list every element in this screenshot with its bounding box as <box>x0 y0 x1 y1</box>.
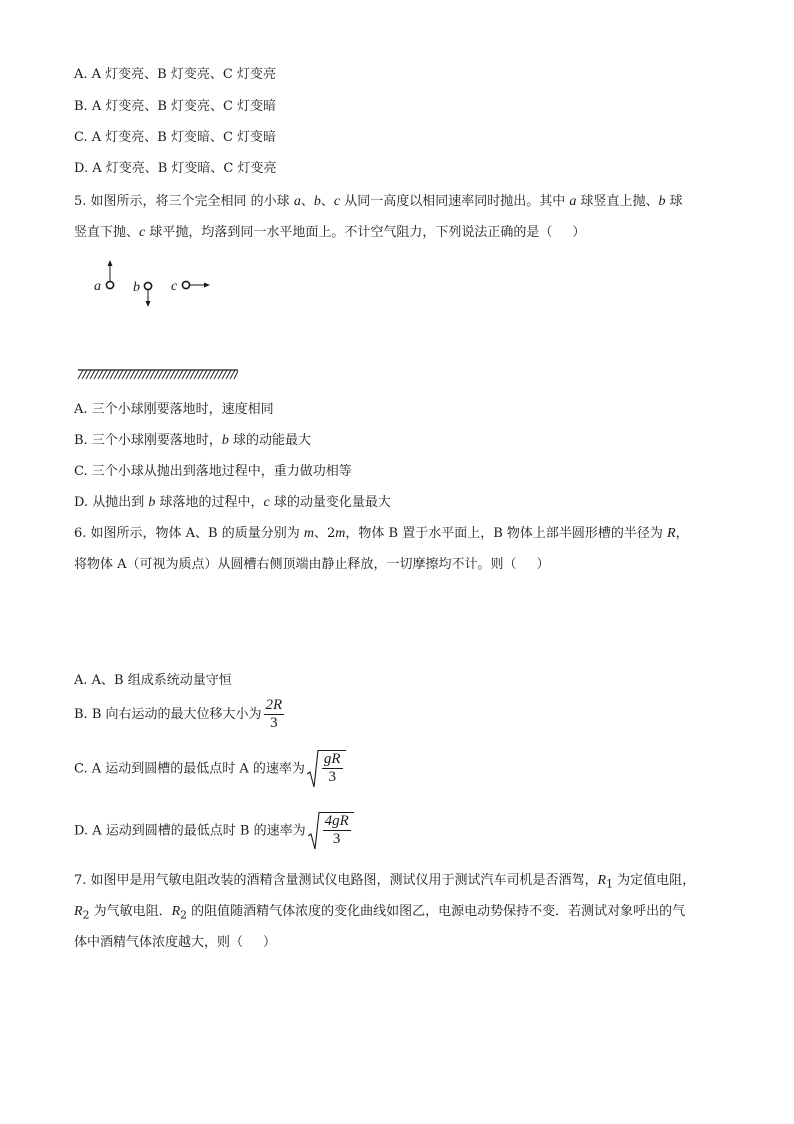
q5-option-a: A. 三个小球刚要落地时，速度相同 <box>74 402 274 417</box>
q6-option-d-sqrt: $\frac{4gR}{3}$ <box>308 812 354 850</box>
q6-stem-line1: 6. 如图所示，物体 A、B 的质量分别为 m、2m，物体 B 置于水平面上，B 物体上部半圆形槽的半径为 R， <box>74 526 689 541</box>
ball-b-label: b <box>133 280 140 295</box>
q6-option-c-sqrt: $\frac{gR}{3}$ <box>307 750 346 788</box>
radical-sign-icon <box>308 812 320 850</box>
q5-option-b: B. 三个小球刚要落地时，b 球的动能最大 <box>74 433 311 448</box>
q5-stem-line2: 竖直下抛、c 球平抛，均落到同一水平地面上。不计空气阻力，下列说法正确的是（ ） <box>74 225 586 240</box>
q6-option-b-fraction: $\frac{2R}{3}$ <box>265 697 283 731</box>
ball-a <box>106 281 113 288</box>
q4-option-a: A. A 灯变亮、B 灯变亮、C 灯变亮 <box>74 67 276 82</box>
q6-option-a: A. A、B 组成系统动量守恒 <box>74 673 232 688</box>
q6-option-d: D. A 运动到圆槽的最低点时 B 的速率为 $\frac{4gR}{3}$ <box>74 812 354 850</box>
ball-b <box>144 282 151 289</box>
q7-stem-line2: $R_2$ 为气敏电阻．$R_2$ 的阻值随酒精气体浓度的变化曲线如图乙，电源电动势保持不变．若测试对象呼出的气 <box>74 904 686 922</box>
radical-sign-icon <box>307 750 319 788</box>
q4-option-c: C. A 灯变亮、B 灯变暗、C 灯变暗 <box>74 130 277 145</box>
q4-option-d: D. A 灯变亮、B 灯变暗、C 灯变亮 <box>74 161 277 176</box>
q7-stem-line1: 7. 如图甲是用气敏电阻改装的酒精含量测试仪电路图，测试仪用于测试汽车司机是否酒驾，$R_1$ 为定值电阻， <box>74 873 696 891</box>
ball-c <box>182 281 189 288</box>
ground-hatching <box>78 370 238 379</box>
q7-stem-line3: 体中酒精气体浓度越大，则（ ） <box>74 935 277 950</box>
ball-a-label: a <box>94 279 101 294</box>
q6-stem-line2: 将物体 A（可视为质点）从圆槽右侧顶端由静止释放，一切摩擦均不计。则（ ） <box>74 557 550 572</box>
q5-option-c: C. 三个小球从抛出到落地过程中，重力做功相等 <box>74 464 352 479</box>
q5-figure <box>70 252 250 386</box>
q5-stem-line1: 5. 如图所示，将三个完全相同 的小球 a、b、c 从同一高度以相同速率同时抛出。其中 a 球竖直上抛、b 球 <box>74 194 683 209</box>
ball-c-arrowhead <box>204 283 210 288</box>
q5-balls-diagram <box>70 252 250 382</box>
q4-option-b: B. A 灯变亮、B 灯变亮、C 灯变暗 <box>74 99 277 114</box>
q5-option-d: D. 从抛出到 b 球落地的过程中，c 球的动量变化量最大 <box>74 495 391 510</box>
ball-c-label: c <box>171 279 178 294</box>
ball-a-arrowhead <box>108 260 113 266</box>
q6-option-b: B. B 向右运动的最大位移大小为 $\frac{2R}{3}$ <box>74 697 283 731</box>
q6-option-c: C. A 运动到圆槽的最低点时 A 的速率为 $\frac{gR}{3}$ <box>74 750 346 788</box>
ball-b-arrowhead <box>146 301 151 307</box>
